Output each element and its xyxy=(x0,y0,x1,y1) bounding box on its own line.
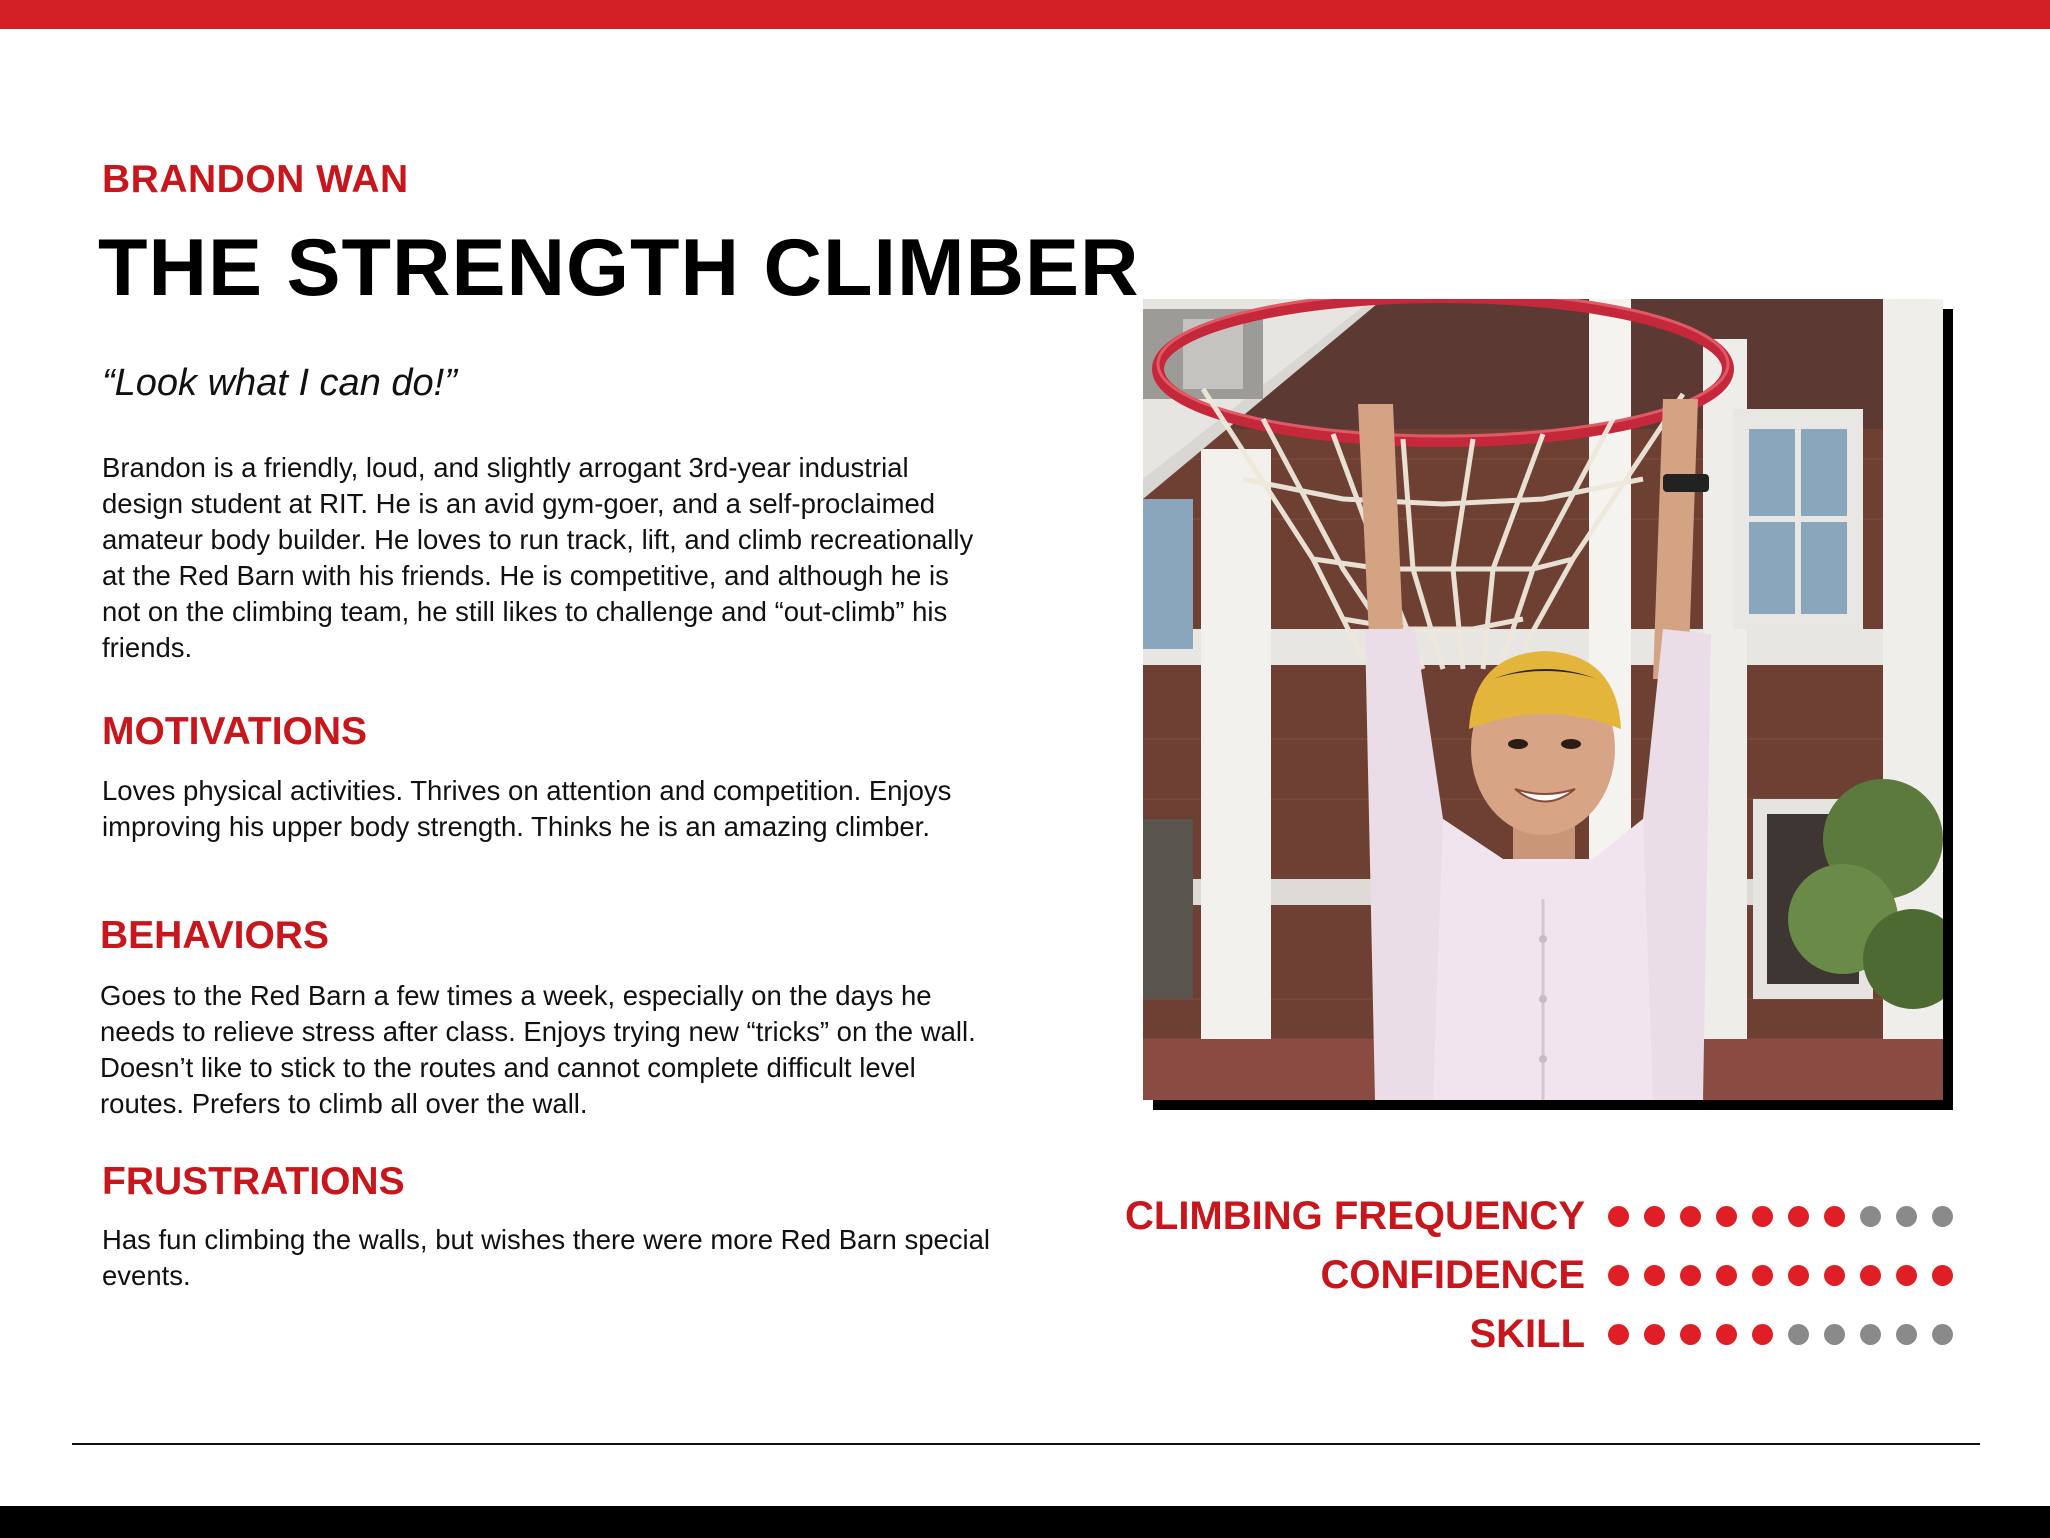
rating-label: CONFIDENCE xyxy=(1320,1253,1585,1297)
motivations-heading: MOTIVATIONS xyxy=(102,710,368,753)
rating-dot-filled xyxy=(1860,1265,1881,1286)
rating-dot-filled xyxy=(1752,1265,1773,1286)
bottom-bar xyxy=(0,1506,2050,1538)
rating-dot-filled xyxy=(1896,1265,1917,1286)
rating-dot-filled xyxy=(1932,1265,1953,1286)
persona-title: THE STRENGTH CLIMBER xyxy=(98,223,1140,313)
behaviors-text: Goes to the Red Barn a few times a week, especially on the days he needs to relieve stress after class. Enjoys trying new “tricks” on the wall. Doesn’t like to stick to the routes and cannot complete difficult level routes. Prefers to climb all over the wall. xyxy=(100,980,976,1119)
persona-photo xyxy=(1143,299,1943,1100)
persona-quote: “Look what I can do!” xyxy=(102,362,457,404)
behaviors-heading: BEHAVIORS xyxy=(100,914,329,957)
rating-dot-filled xyxy=(1608,1206,1629,1227)
frustrations-heading: FRUSTRATIONS xyxy=(102,1160,405,1203)
rating-dot-empty xyxy=(1932,1324,1953,1345)
rating-dot-filled xyxy=(1644,1265,1665,1286)
rating-label: CLIMBING FREQUENCY xyxy=(1125,1194,1585,1238)
persona-name: BRANDON WAN xyxy=(102,158,409,201)
motivations-text: Loves physical activities. Thrives on attention and competition. Enjoys improving his upper body strength. Thinks he is an amazing climber. xyxy=(102,775,952,842)
photo-illustration xyxy=(1143,299,1943,1100)
rating-dot-empty xyxy=(1932,1206,1953,1227)
rating-dot-filled xyxy=(1644,1206,1665,1227)
rating-row-confidence xyxy=(1000,1249,1980,1301)
rating-row-skill xyxy=(1000,1308,1980,1360)
rating-dot-filled xyxy=(1716,1206,1737,1227)
rating-dot-empty xyxy=(1824,1324,1845,1345)
rating-dot-empty xyxy=(1896,1206,1917,1227)
footer-divider xyxy=(72,1443,1980,1445)
rating-dot-filled xyxy=(1752,1206,1773,1227)
rating-dot-filled xyxy=(1788,1206,1809,1227)
rating-dot-filled xyxy=(1752,1324,1773,1345)
rating-dot-filled xyxy=(1716,1265,1737,1286)
rating-dot-filled xyxy=(1608,1324,1629,1345)
rating-dot-empty xyxy=(1788,1324,1809,1345)
rating-row-climbing-frequency xyxy=(1000,1190,1980,1242)
rating-dot-filled xyxy=(1824,1206,1845,1227)
rating-label: SKILL xyxy=(1469,1312,1585,1356)
persona-bio: Brandon is a friendly, loud, and slightly arrogant 3rd-year industrial design student at RIT. He is an avid gym-goer, and a self-proclaimed amateur body builder. He loves to run track, lift, and climb recreationally at the Red Barn with his friends. He is competitive, and although he is not on the climbing team, he still likes to challenge and “out-climb” his friends. xyxy=(102,452,974,663)
rating-dot-empty xyxy=(1860,1324,1881,1345)
rating-dot-filled xyxy=(1680,1206,1701,1227)
rating-dot-filled xyxy=(1644,1324,1665,1345)
rating-dot-filled xyxy=(1824,1265,1845,1286)
rating-dot-empty xyxy=(1860,1206,1881,1227)
rating-dot-filled xyxy=(1716,1324,1737,1345)
rating-dot-empty xyxy=(1896,1324,1917,1345)
rating-dot-filled xyxy=(1680,1324,1701,1345)
frustrations-text: Has fun climbing the walls, but wishes there were more Red Barn special events. xyxy=(102,1224,991,1291)
top-accent-bar xyxy=(0,0,2050,29)
rating-dot-filled xyxy=(1788,1265,1809,1286)
rating-dot-filled xyxy=(1680,1265,1701,1286)
rating-dot-filled xyxy=(1608,1265,1629,1286)
